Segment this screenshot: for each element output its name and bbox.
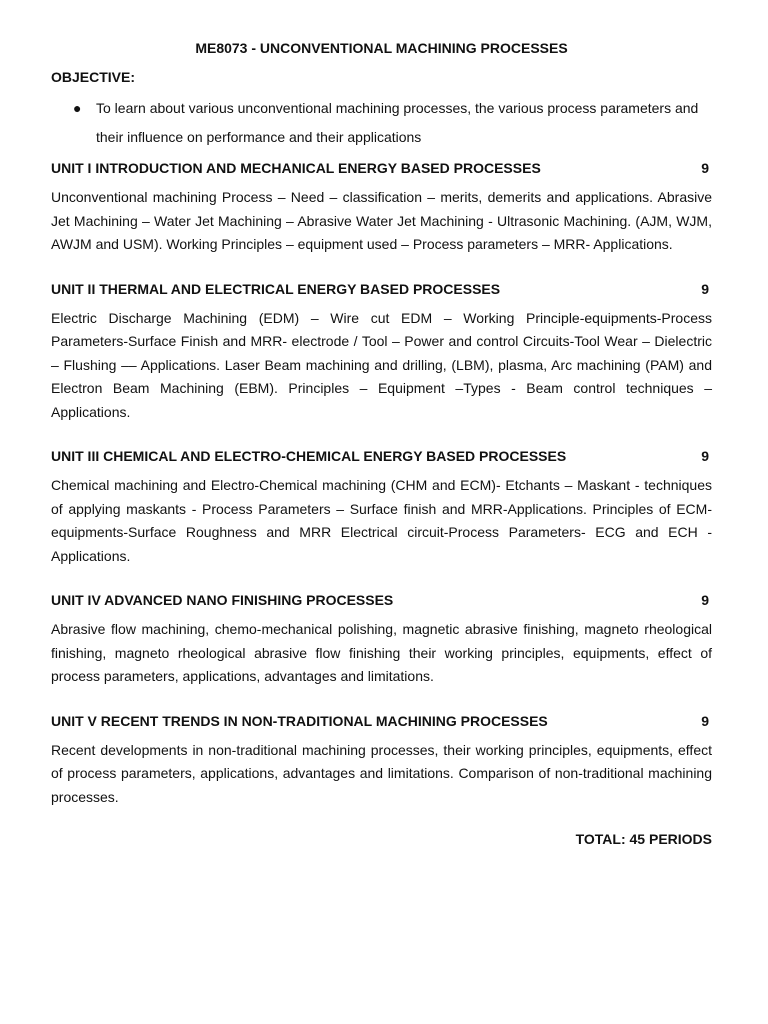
unit-1 <box>51 158 712 257</box>
bullet-icon: ● <box>73 100 82 116</box>
unit-3 <box>51 446 712 568</box>
unit-4 <box>51 590 712 689</box>
unit-heading-row <box>51 711 712 731</box>
syllabus-page <box>51 40 712 847</box>
document-title: ME8073 - UNCONVENTIONAL MACHINING PROCESSES <box>195 40 568 56</box>
unit-title: UNIT V RECENT TRENDS IN NON-TRADITIONAL MACHINING PROCESSES <box>51 712 548 729</box>
objective-heading: OBJECTIVE: <box>51 69 136 85</box>
unit-description: Electric Discharge Machining (EDM) – Wire cut EDM – Working Principle-equipments-Process Parameters-Surface Finish and MRR- electrode / Tool – Power and control Circuits-Tool Wear – Dielectric – Flushing –– Applications. Laser Beam machining and drilling, (LBM), plasma, Arc machining (PAM) and Electron Beam Machining (EBM). Principles – Equipment –Types - Beam control techniques – Applications. <box>51 309 712 420</box>
unit-heading-row <box>51 446 712 466</box>
objective-text: To learn about various unconventional machining processes, the various process parameters and their influence on performance and their applications <box>96 100 699 145</box>
unit-title: UNIT II THERMAL AND ELECTRICAL ENERGY BASED PROCESSES <box>51 280 501 297</box>
unit-hours: 9 <box>701 448 709 464</box>
total-periods: TOTAL: 45 PERIODS <box>575 831 712 847</box>
unit-description: Abrasive flow machining, chemo-mechanical polishing, magnetic abrasive finishing, magneto rheological finishing, magneto rheological abrasive flow finishing their working principles, equipments, effect of process parameters, applications, advantages and limitations. <box>51 621 712 684</box>
unit-hours: 9 <box>701 160 709 176</box>
unit-heading-row <box>51 279 712 299</box>
unit-description: Chemical machining and Electro-Chemical machining (CHM and ECM)- Etchants – Maskant - techniques of applying maskants - Process Parameters – Surface finish and MRR-Applications. Principles of ECM- equipments-Surface Roughness and MRR Electrical circuit-Process Parameters- ECG and ECH - Applications. <box>51 477 712 564</box>
unit-2 <box>51 279 712 425</box>
unit-title: UNIT I INTRODUCTION AND MECHANICAL ENERGY BASED PROCESSES <box>51 160 541 176</box>
unit-5 <box>51 711 712 810</box>
unit-hours: 9 <box>701 592 709 608</box>
unit-heading-row <box>51 158 712 178</box>
unit-description: Recent developments in non-traditional machining processes, their working principles, equipments, effect of process parameters, applications, advantages and limitations. Comparison of non-traditional machining processes. <box>51 741 712 805</box>
unit-hours: 9 <box>701 280 709 297</box>
objective-list <box>51 94 712 152</box>
unit-hours: 9 <box>701 712 709 729</box>
unit-heading-row <box>51 590 712 610</box>
unit-description: Unconventional machining Process – Need – classification – merits, demerits and applications. Abrasive Jet Machining – Water Jet Machining – Abrasive Water Jet Machining - Ultrasonic Machining. (AJM, WJM, AWJM and USM). Working Principles – equipment used – Process parameters – MRR- Applications. <box>51 189 712 252</box>
unit-title: UNIT III CHEMICAL AND ELECTRO-CHEMICAL ENERGY BASED PROCESSES <box>51 448 567 464</box>
unit-title: UNIT IV ADVANCED NANO FINISHING PROCESSES <box>51 592 394 608</box>
objective-item <box>51 94 712 152</box>
